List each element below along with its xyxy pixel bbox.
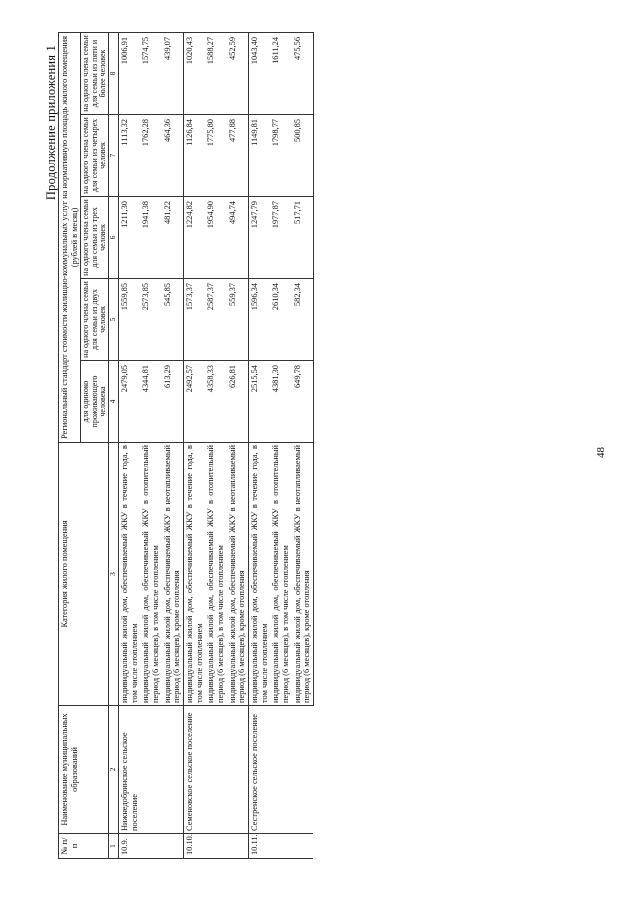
value-cell: 1941,38 — [140, 197, 161, 279]
header-row — [59, 32, 81, 858]
value-cell: 1762,28 — [140, 115, 161, 197]
value-cell: 1020,43 — [184, 32, 206, 114]
value-cell: 1574,75 — [140, 32, 161, 114]
value-cell: 494,74 — [227, 197, 249, 279]
category-cell: индивидуальный жилой дом, обеспечиваемый ЖКУ в неотапливаемый период (6 месяцев), кроме отопления — [227, 443, 249, 706]
value-cell: 2492,57 — [184, 361, 206, 443]
value-cell: 477,88 — [227, 115, 249, 197]
column-number: 8 — [109, 32, 119, 114]
value-cell: 4358,33 — [205, 361, 226, 443]
value-cell: 4344,81 — [140, 361, 161, 443]
table-row — [248, 32, 270, 858]
value-cell: 2515,54 — [248, 361, 270, 443]
page-number: 48 — [595, 447, 607, 458]
table-row — [119, 32, 141, 858]
column-numbers-row — [109, 32, 119, 858]
value-cell: 2573,85 — [140, 279, 161, 361]
row-number: 10.9. — [119, 834, 184, 859]
category-cell: индивидуальный жилой дом, обеспечиваемый ЖКУ в отопительный период (6 месяцев), в том числе отоплением — [140, 443, 161, 706]
value-cell: 481,22 — [162, 197, 184, 279]
subheader-family-5plus: на одного члена семьи для семьи из пяти и более человек — [81, 32, 109, 114]
value-cell: 475,56 — [292, 32, 314, 114]
column-number: 5 — [109, 279, 119, 361]
value-cell: 2587,37 — [205, 279, 226, 361]
value-cell: 439,07 — [162, 32, 184, 114]
column-number: 4 — [109, 361, 119, 443]
subheader-family-2: на одного члена семьи для семьи из двух человек — [81, 279, 109, 361]
header-municipality: Наименование муниципальных образований — [59, 706, 109, 834]
row-number: 10.10. — [184, 834, 249, 859]
header-category: Категория жилого помещения — [59, 443, 109, 706]
municipality-name: Семеновское сельское поселение — [184, 706, 249, 834]
value-cell: 1211,30 — [119, 197, 141, 279]
column-number: 2 — [109, 706, 119, 834]
value-cell: 1043,40 — [248, 32, 270, 114]
value-cell: 649,78 — [292, 361, 314, 443]
category-cell: индивидуальный жилой дом, обеспечиваемый ЖКУ в неотапливаемый период (6 месяцев), кроме отопления — [162, 443, 184, 706]
tariff-table — [58, 32, 314, 859]
value-cell: 1588,27 — [205, 32, 226, 114]
category-cell: индивидуальный жилой дом, обеспечиваемый ЖКУ в отопительный период (6 месяцев), в том числе отоплением — [270, 443, 291, 706]
value-cell: 1596,34 — [248, 279, 270, 361]
value-cell: 464,36 — [162, 115, 184, 197]
value-cell: 545,85 — [162, 279, 184, 361]
value-cell: 559,37 — [227, 279, 249, 361]
value-cell: 4381,30 — [270, 361, 291, 443]
value-cell: 613,29 — [162, 361, 184, 443]
subheader-family-3: на одного члена семьи для семьи из трех человек — [81, 197, 109, 279]
value-cell: 1611,24 — [270, 32, 291, 114]
value-cell: 2479,05 — [119, 361, 141, 443]
column-number: 3 — [109, 443, 119, 706]
continuation-heading: Продолжение приложения 1 — [44, 45, 58, 201]
row-number: 10.11. — [248, 834, 313, 859]
value-cell: 1775,80 — [205, 115, 226, 197]
column-number: 1 — [109, 834, 119, 859]
municipality-name: Нижнедобринское сельское поселение — [119, 706, 184, 834]
header-standard-group: Региональный стандарт стоимости жилищно-коммунальных услуг на нормативную площадь жилого помещения (рублей в месяц) — [59, 32, 81, 442]
value-cell: 500,85 — [292, 115, 314, 197]
value-cell: 1224,82 — [184, 197, 206, 279]
category-cell: индивидуальный жилой дом, обеспечиваемый ЖКУ в течение года, в том числе отоплением — [248, 443, 270, 706]
value-cell: 1559,85 — [119, 279, 141, 361]
column-number: 7 — [109, 115, 119, 197]
subheader-single: для одиноко проживающего человека — [81, 361, 109, 443]
value-cell: 1247,79 — [248, 197, 270, 279]
header-number: № п/п — [59, 834, 109, 859]
table-row — [184, 32, 206, 858]
value-cell: 1954,90 — [205, 197, 226, 279]
value-cell: 1006,91 — [119, 32, 141, 114]
value-cell: 1113,32 — [119, 115, 141, 197]
value-cell: 452,59 — [227, 32, 249, 114]
category-cell: индивидуальный жилой дом, обеспечиваемый ЖКУ в течение года, в том числе отоплением — [119, 443, 141, 706]
value-cell: 582,34 — [292, 279, 314, 361]
category-cell: индивидуальный жилой дом, обеспечиваемый ЖКУ в неотапливаемый период (6 месяцев), кроме отопления — [292, 443, 314, 706]
value-cell: 2610,34 — [270, 279, 291, 361]
value-cell: 1149,81 — [248, 115, 270, 197]
value-cell: 1573,37 — [184, 279, 206, 361]
value-cell: 1798,77 — [270, 115, 291, 197]
value-cell: 626,81 — [227, 361, 249, 443]
category-cell: индивидуальный жилой дом, обеспечиваемый ЖКУ в течение года, в том числе отоплением — [184, 443, 206, 706]
subheader-family-4: на одного члена семьи для семьи из четырех человек — [81, 115, 109, 197]
value-cell: 517,71 — [292, 197, 314, 279]
column-number: 6 — [109, 197, 119, 279]
category-cell: индивидуальный жилой дом, обеспечиваемый ЖКУ в отопительный период (6 месяцев), в том числе отоплением — [205, 443, 226, 706]
municipality-name: Сестренское сельское поселение — [248, 706, 313, 834]
value-cell: 1977,87 — [270, 197, 291, 279]
value-cell: 1126,84 — [184, 115, 206, 197]
